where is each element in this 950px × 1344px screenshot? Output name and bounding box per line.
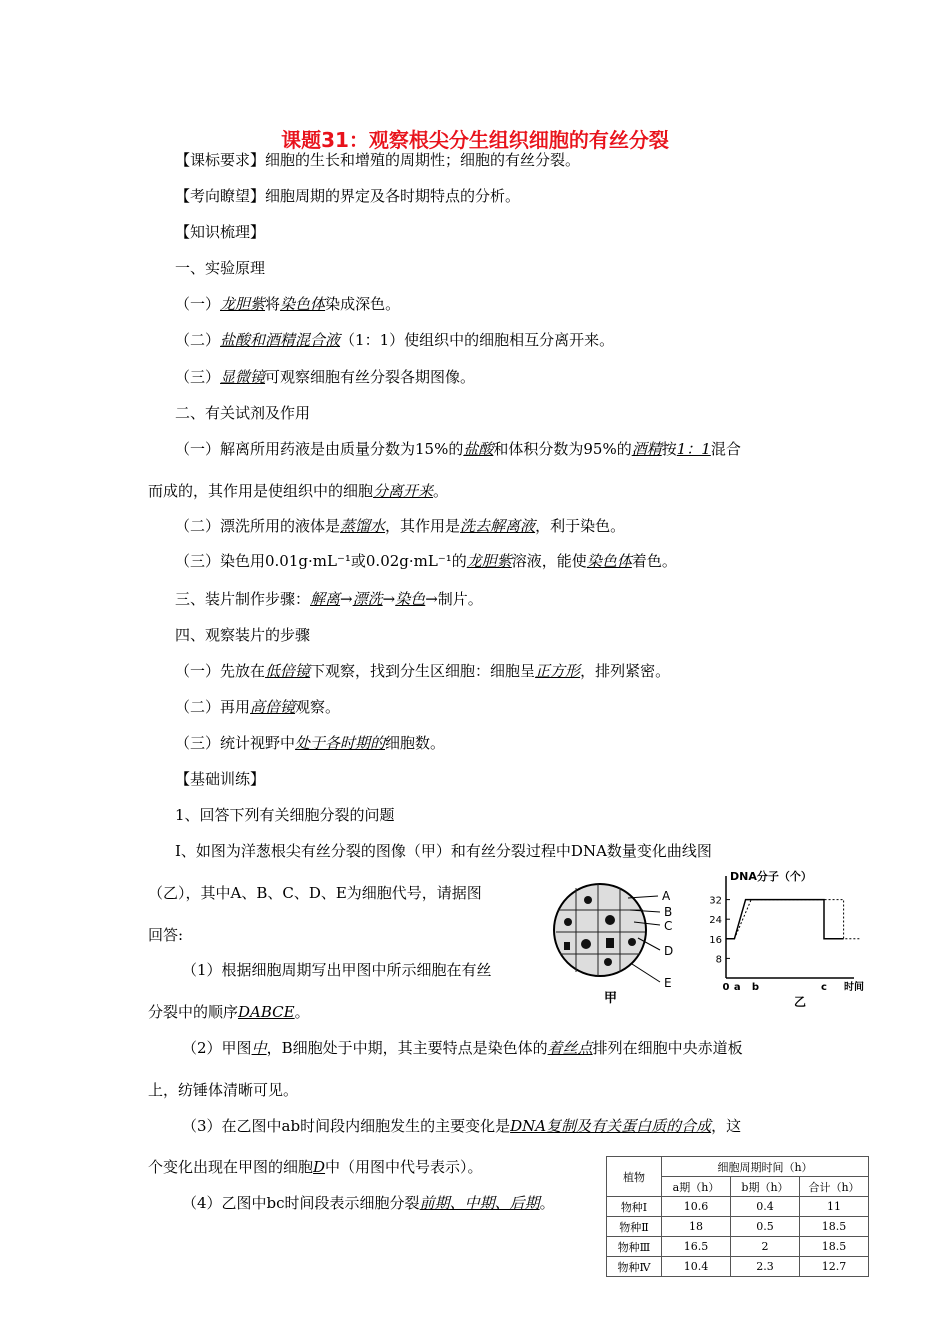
table-cell: 18.5	[800, 1217, 869, 1237]
text-line: Ⅰ、如图为洋葱根尖有丝分裂的图像（甲）和有丝分裂过程中DNA数量变化曲线图	[175, 842, 712, 860]
y-tick-label: 24	[709, 915, 722, 927]
table-header-cycle: 细胞周期时间（h）	[662, 1157, 869, 1177]
table-cell: 0.4	[731, 1197, 800, 1217]
text-line: 四、观察装片的步骤	[175, 626, 311, 644]
text-line: 【考向瞭望】细胞周期的界定及各时期特点的分析。	[175, 187, 521, 205]
x-axis-label: 时间	[844, 982, 864, 993]
table-cell: 11	[800, 1197, 869, 1217]
table-row	[607, 1237, 869, 1257]
table-cell: 2.3	[731, 1257, 800, 1277]
text-line: 回答:	[148, 926, 184, 944]
caption-jia: 甲	[604, 991, 618, 1005]
text-line: 【知识梳理】	[175, 223, 266, 241]
table-cell: 物种Ⅳ	[607, 1257, 662, 1277]
table-cell: 18	[662, 1217, 731, 1237]
table-header-a: a期（h）	[662, 1177, 731, 1197]
text-line: 一、实验原理	[175, 259, 266, 277]
table-cell: 16.5	[662, 1237, 731, 1257]
figure-jia	[548, 880, 688, 1005]
cell-cycle-table	[606, 1156, 869, 1277]
text-line: 个变化出现在甲图的细胞D中（用图中代号表示）。	[148, 1158, 483, 1176]
label-a: A	[662, 889, 671, 903]
text-line: 【课标要求】细胞的生长和增殖的周期性；细胞的有丝分裂。	[175, 151, 581, 169]
table-row	[607, 1217, 869, 1237]
y-tick-label: 8	[715, 954, 722, 966]
x-tick-label: b	[751, 982, 759, 993]
label-c: C	[664, 919, 673, 933]
text-line: 二、有关试剂及作用	[175, 404, 311, 422]
table-cell: 0.5	[731, 1217, 800, 1237]
x-tick-label: 0	[722, 982, 730, 993]
text-line: （二）再用高倍镜观察。	[175, 698, 341, 716]
text-line: 【基础训练】	[175, 770, 266, 788]
table-row	[607, 1257, 869, 1277]
text-line: 分裂中的顺序DABCE。	[148, 1003, 310, 1021]
text-line: （二）漂洗所用的液体是蒸馏水，其作用是洗去解离液，利于染色。	[175, 517, 626, 535]
table-row	[607, 1197, 869, 1217]
table-cell: 物种Ⅲ	[607, 1237, 662, 1257]
text-line: （三）染色用0.01g·mL⁻¹或0.02g·mL⁻¹的龙胆紫溶液，能使染色体着色。	[175, 552, 677, 570]
table-cell: 2	[731, 1237, 800, 1257]
chart-yi	[704, 868, 884, 1008]
y-tick-label: 32	[709, 895, 722, 907]
label-d: D	[664, 944, 674, 958]
table-cell: 物种Ⅰ	[607, 1197, 662, 1217]
text-line: （1）根据细胞周期写出甲图中所示细胞在有丝	[182, 961, 492, 979]
series-dna	[726, 900, 844, 939]
table-cell: 物种Ⅱ	[607, 1217, 662, 1237]
text-line: （一）龙胆紫将染色体染成深色。	[175, 295, 401, 313]
text-line: （三）统计视野中处于各时期的细胞数。	[175, 734, 446, 752]
chart-title: DNA分子（个）	[730, 870, 812, 883]
x-tick-label: c	[821, 982, 827, 993]
table-cell: 12.7	[800, 1257, 869, 1277]
text-line: （2）甲图中，B细胞处于中期，其主要特点是染色体的着丝点排列在细胞中央赤道板	[182, 1039, 743, 1057]
table-cell: 10.6	[662, 1197, 731, 1217]
label-b: B	[664, 905, 673, 919]
caption-yi: 乙	[794, 995, 807, 1008]
table-header-total: 合计（h）	[800, 1177, 869, 1197]
text-line: （二）盐酸和酒精混合液（1：1）使组织中的细胞相互分离开来。	[175, 331, 615, 349]
text-line: 上，纺锤体清晰可见。	[148, 1081, 299, 1099]
page-title: 课题31：观察根尖分生组织细胞的有丝分裂	[281, 128, 669, 152]
series-dna-dashed	[734, 900, 860, 939]
text-line: （一）解离所用药液是由质量分数为15%的盐酸和体积分数为95%的酒精按1：1混合	[175, 440, 741, 458]
text-line: 1、回答下列有关细胞分裂的问题	[175, 806, 395, 824]
text-line: （三）显微镜可观察细胞有丝分裂各期图像。	[175, 368, 476, 386]
table-header-b: b期（h）	[731, 1177, 800, 1197]
text-line: 三、装片制作步骤：解离→漂洗→染色→制片。	[175, 590, 483, 608]
table-header-plant: 植物	[607, 1157, 662, 1197]
x-tick-label: a	[733, 982, 741, 993]
text-line: （一）先放在低倍镜下观察，找到分生区细胞：细胞呈正方形，排列紧密。	[175, 662, 671, 680]
text-line: （乙），其中A、B、C、D、E为细胞代号，请据图	[148, 884, 482, 902]
text-line: 而成的，其作用是使组织中的细胞分离开来。	[148, 482, 449, 500]
text-line: （3）在乙图中ab时间段内细胞发生的主要变化是DNA复制及有关蛋白质的合成，这	[182, 1117, 742, 1135]
table-cell: 10.4	[662, 1257, 731, 1277]
label-e: E	[664, 976, 672, 990]
text-line: （4）乙图中bc时间段表示细胞分裂前期、中期、后期。	[182, 1194, 555, 1212]
table-cell: 18.5	[800, 1237, 869, 1257]
y-tick-label: 16	[709, 934, 722, 946]
